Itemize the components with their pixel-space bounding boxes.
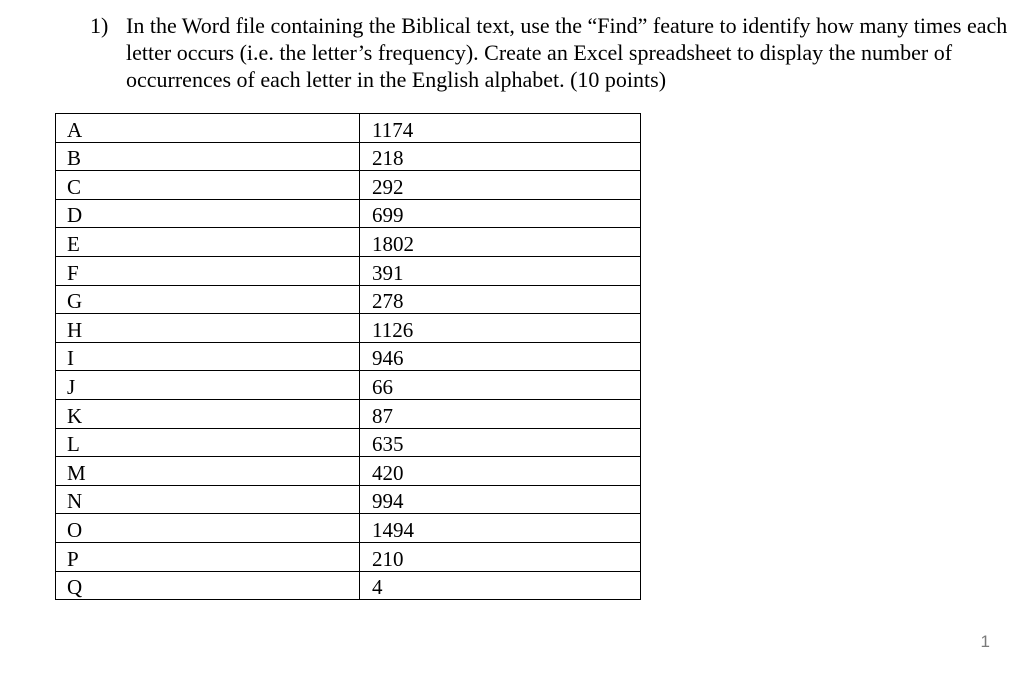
count-cell: 4 [360,571,641,600]
table-row [56,514,641,543]
count-cell: 1802 [360,228,641,257]
table-row [56,428,641,457]
table-row [56,256,641,285]
count-cell: 210 [360,542,641,571]
letter-cell: A [56,114,360,143]
letter-cell: P [56,542,360,571]
count-cell: 420 [360,457,641,486]
letter-cell: C [56,171,360,200]
page-number: 1 [980,632,990,651]
count-cell: 87 [360,399,641,428]
count-cell: 1494 [360,514,641,543]
question-item [90,12,1010,93]
letter-cell: I [56,342,360,371]
table-row [56,371,641,400]
count-cell: 66 [360,371,641,400]
letter-cell: L [56,428,360,457]
count-cell: 1174 [360,114,641,143]
letter-cell: F [56,256,360,285]
count-cell: 278 [360,285,641,314]
question-text: In the Word file containing the Biblical text, use the “Find” feature to identify how many times each letter occurs (i.e. the letter’s frequency). Create an Excel spreadsheet to display the number of occurrences of each letter in the English alphabet. (10 points) [126,13,1008,92]
letter-cell: O [56,514,360,543]
table-row [56,485,641,514]
table-row [56,199,641,228]
table-row [56,142,641,171]
count-cell: 635 [360,428,641,457]
table-row [56,542,641,571]
letter-cell: D [56,199,360,228]
count-cell: 292 [360,171,641,200]
question-number: 1) [90,13,109,38]
letter-frequency-table-body [56,114,641,600]
letter-cell: J [56,371,360,400]
table-row [56,171,641,200]
table-row [56,228,641,257]
count-cell: 1126 [360,314,641,343]
letter-cell: Q [56,571,360,600]
table-row [56,399,641,428]
table-row [56,342,641,371]
table-row [56,314,641,343]
table-row [56,457,641,486]
letter-cell: M [56,457,360,486]
letter-cell: N [56,485,360,514]
count-cell: 994 [360,485,641,514]
table-row [56,114,641,143]
table-row [56,571,641,600]
letter-cell: B [56,142,360,171]
letter-cell: K [56,399,360,428]
letter-cell: H [56,314,360,343]
count-cell: 946 [360,342,641,371]
count-cell: 218 [360,142,641,171]
count-cell: 699 [360,199,641,228]
count-cell: 391 [360,256,641,285]
letter-cell: E [56,228,360,257]
table-row [56,285,641,314]
letter-cell: G [56,285,360,314]
letter-frequency-table [55,113,641,600]
